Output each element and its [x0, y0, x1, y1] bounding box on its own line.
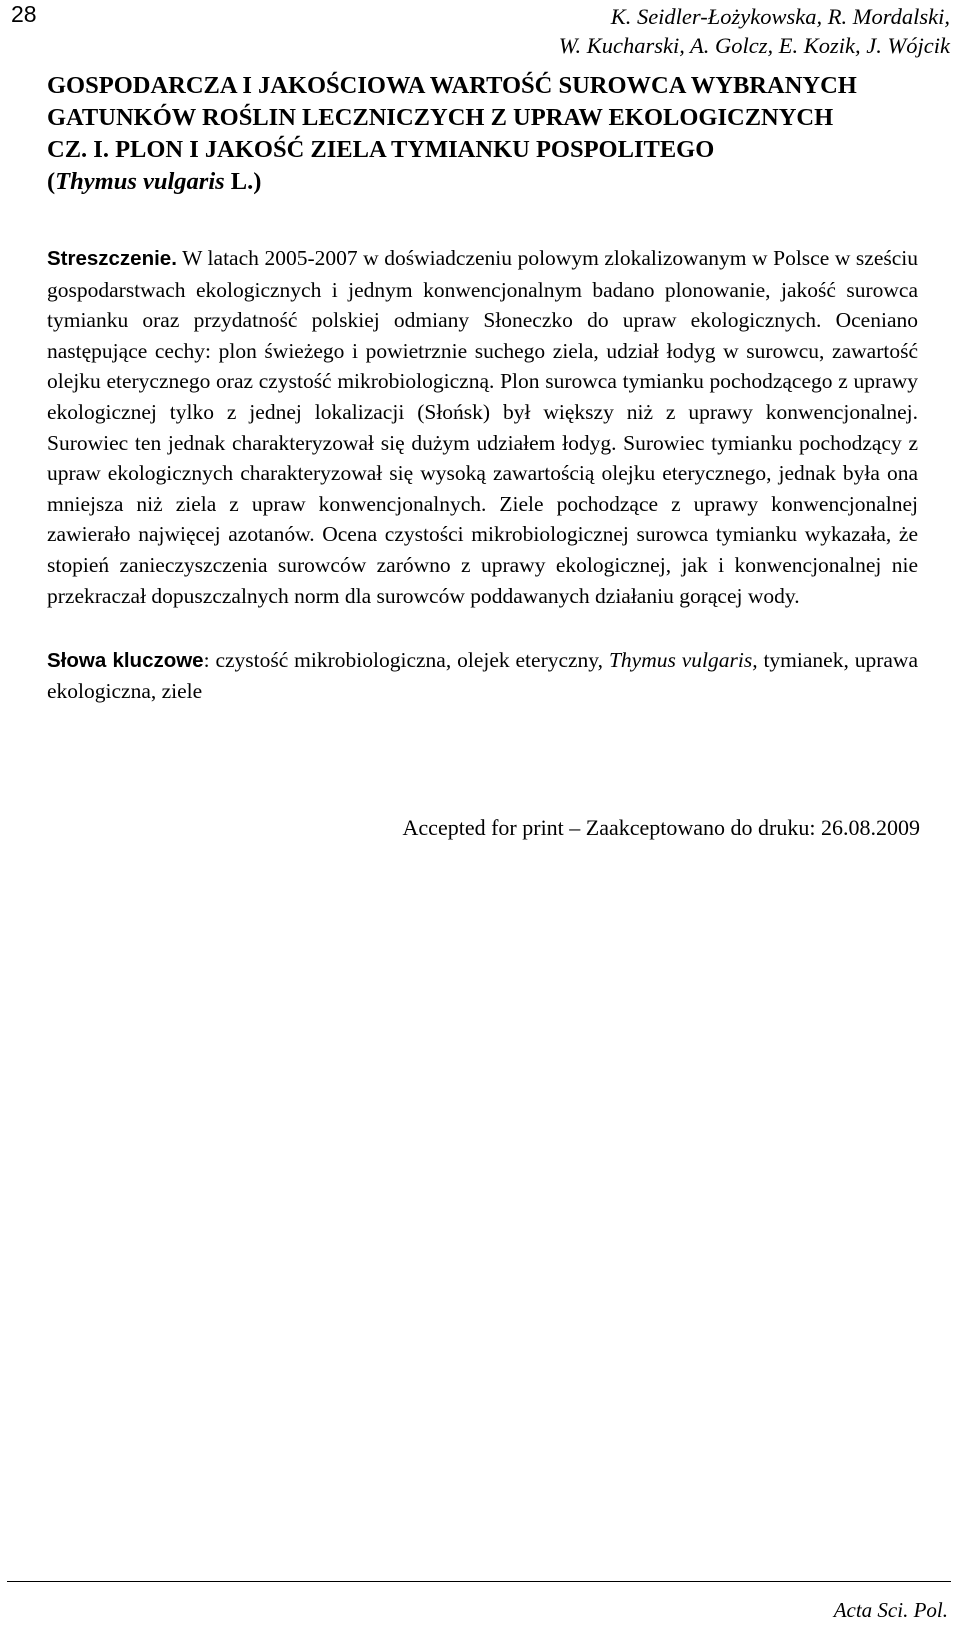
title-latin-name: Thymus vulgaris	[55, 168, 225, 195]
keywords-separator: :	[203, 648, 216, 672]
abstract	[47, 243, 918, 611]
authors-line-1: K. Seidler-Łożykowska, R. Mordalski,	[610, 4, 950, 29]
abstract-text: W latach 2005-2007 w doświadczeniu polowym zlokalizowanym w Polsce w sześciu gospodarstwach ekologicznych i jednym konwencjonalnym badano plonowanie, jakość surowca tymianku oraz przydatność polskiej odmiany Słoneczko do upraw ekologicznych. Oceniano następujące cechy: plon świeżego i powietrznie suchego ziela, udział łodyg w surowcu, zawartość olejku eterycznego oraz czystość mikrobiologiczną. Plon surowca tymianku pochodzącego z uprawy ekologicznej tylko z jednej lokalizacji (Słońsk) był większy niż z uprawy konwencjonalnej. Surowiec ten jednak charakteryzował się dużym udziałem łodyg. Surowiec tymianku pochodzący z upraw ekologicznych charakteryzował się wysoką zawartością olejku eterycznego, jednak była ona mniejsza niż ziela z upraw konwencjonalnych. Ziele pochodzące z uprawy konwencjonalnej zawierało najwięcej azotanów. Ocena czystości mikrobiologicznej surowca tymianku wykazała, że stopień zanieczyszczenia surowców zarówno z uprawy ekologicznej, jak i konwencjonalnej nie przekraczał dopuszczalnych norm dla surowców poddawanych działaniu gorącej wody.	[47, 246, 918, 608]
keywords-latin: Thymus vulgaris,	[608, 648, 758, 672]
keywords-text-after: tymianek, uprawa ekologiczna, ziele	[47, 648, 919, 703]
keywords-text-before: czystość mikrobiologiczna, olejek eteryczny,	[215, 648, 609, 672]
keywords-label: Słowa kluczowe	[47, 649, 204, 672]
journal-name: Acta Sci. Pol.	[833, 1598, 948, 1622]
keywords	[47, 645, 918, 707]
title-line-4	[47, 166, 927, 198]
title-paren-open: (	[47, 168, 56, 195]
page-number: 28	[11, 1, 37, 27]
authors-line-2: W. Kucharski, A. Golcz, E. Kozik, J. Wójcik	[558, 33, 950, 58]
article-title	[47, 70, 927, 198]
title-line-2: GATUNKÓW ROŚLIN LECZNICZYCH Z UPRAW EKOLOGICZNYCH	[47, 104, 834, 131]
running-header-authors	[450, 2, 950, 60]
title-line-4-rest: L.)	[224, 168, 262, 195]
footer-divider	[7, 1581, 951, 1582]
title-line-3: CZ. I. PLON I JAKOŚĆ ZIELA TYMIANKU POSPOLITEGO	[47, 136, 715, 163]
abstract-label: Streszczenie.	[47, 247, 177, 270]
title-line-1: GOSPODARCZA I JAKOŚCIOWA WARTOŚĆ SUROWCA WYBRANYCH	[47, 72, 857, 99]
acceptance-note: Accepted for print – Zaakceptowano do druku: 26.08.2009	[402, 815, 920, 840]
